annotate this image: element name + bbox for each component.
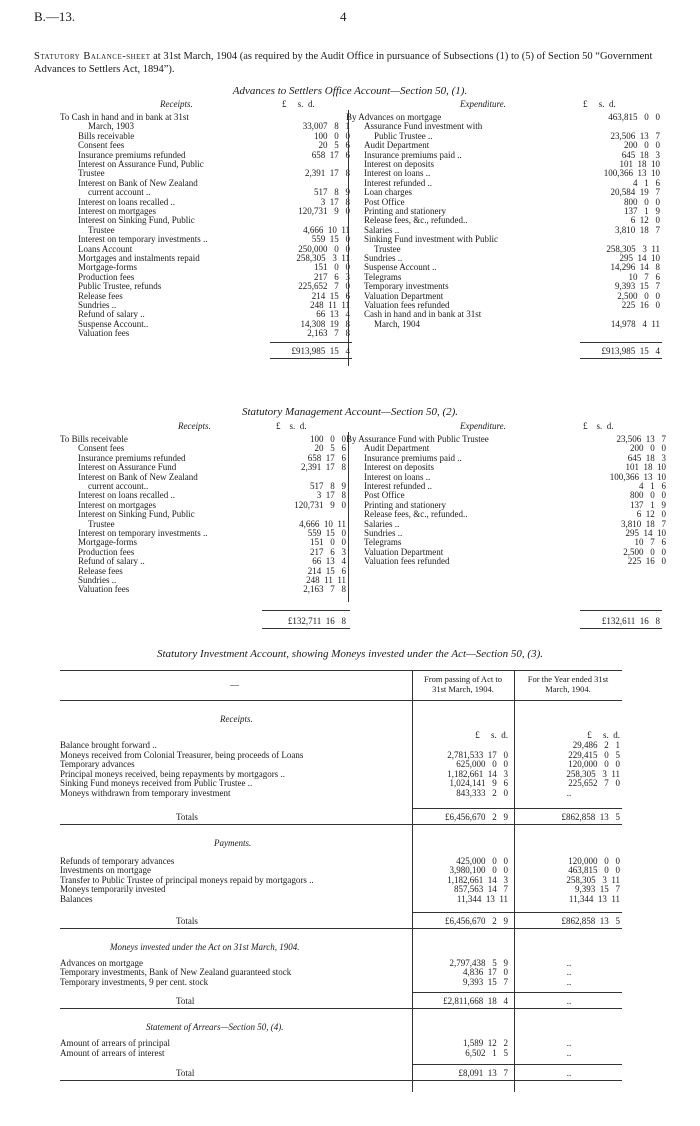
inv-col2-currency: £ s. d. bbox=[587, 730, 620, 740]
expenditure-label: Assurance Fund investment with bbox=[364, 121, 483, 132]
receipt-amount: 4,666 10 11 bbox=[303, 224, 350, 235]
receipt-amount: 3 17 8 bbox=[320, 196, 350, 207]
inv-row-col1: 843,333 2 0 bbox=[456, 788, 508, 798]
acct2-left-double-rule bbox=[262, 628, 350, 629]
receipt-label: Interest on temporary investments .. bbox=[78, 234, 208, 245]
receipt-label: Production fees bbox=[78, 271, 135, 282]
receipt-label: Sundries .. bbox=[78, 575, 117, 585]
inv-section-rule bbox=[60, 1080, 622, 1081]
inv-row-label: Transfer to Public Trustee of principal moneys repaid by mortgagors .. bbox=[60, 874, 314, 885]
acct2-right-total: £132,611 16 8 bbox=[601, 616, 660, 626]
inv-total-col1: £2,811,668 18 4 bbox=[443, 996, 508, 1007]
inv-row-col2: 258,305 3 11 bbox=[566, 874, 620, 885]
inv-row-label: Balance brought forward .. bbox=[60, 740, 157, 750]
inv-row-col1: 1,024,141 9 6 bbox=[449, 778, 508, 789]
receipt-label: Interest on Bank of New Zealand bbox=[78, 471, 198, 482]
expenditure-label: Audit Department bbox=[364, 140, 430, 151]
inv-col1-header: From passing of Act to 31st March, 1904. bbox=[424, 674, 502, 694]
expenditure-amount: 225 16 0 bbox=[621, 300, 660, 310]
inv-row-col2: 29,486 2 1 bbox=[572, 740, 620, 750]
expenditure-amount: 4 1 6 bbox=[639, 481, 666, 491]
inv-col2-header: For the Year ended 31st March, 1904. bbox=[527, 674, 609, 694]
expenditure-amount: 295 14 10 bbox=[625, 528, 666, 538]
receipt-amount: 120,731 9 0 bbox=[298, 206, 350, 216]
inv-section-rule bbox=[60, 928, 622, 929]
receipt-label: Interest on Bank of New Zealand bbox=[78, 177, 198, 188]
inv-col1-left-rule bbox=[412, 670, 413, 1092]
acct1-left-double-rule bbox=[270, 358, 352, 359]
expenditure-amount: 645 18 3 bbox=[627, 452, 666, 463]
receipt-amount: 559 15 0 bbox=[311, 234, 350, 245]
receipt-label: Interest on Assurance Fund bbox=[78, 462, 177, 473]
document-reference: B.—13. bbox=[34, 9, 76, 24]
expenditure-label: Release fees, &c., refunded.. bbox=[364, 215, 468, 226]
expenditure-label: Post Office bbox=[364, 196, 405, 207]
inv-row-label: Sinking Fund moneys received from Public Trustee .. bbox=[60, 778, 253, 789]
expenditure-amount: 2,500 0 0 bbox=[623, 546, 666, 557]
acct1-left-currency: £ s. d. bbox=[282, 99, 315, 109]
receipt-label: Suspense Account.. bbox=[78, 318, 149, 329]
expenditure-amount: 9,393 15 7 bbox=[615, 281, 660, 292]
expenditure-label: Release fees, &c., refunded.. bbox=[364, 509, 468, 520]
title-rest: at 31st March, 1904 (as required by the Audit Office in pursuance of Subsections (1) to (5) of Section 50 “Government Advances to Settlers Act, 1894”). bbox=[34, 51, 653, 75]
receipt-label: Interest on mortgages bbox=[78, 206, 156, 216]
inv-total-col1: £6,456,670 2 9 bbox=[445, 811, 508, 822]
expenditure-label: Valuation fees refunded bbox=[364, 300, 450, 310]
inv-total-label: Totals bbox=[176, 811, 198, 822]
inv-row-col2: .. bbox=[566, 1038, 572, 1049]
receipt-label: Interest on loans recalled .. bbox=[78, 196, 175, 207]
inv-section-rule bbox=[60, 824, 622, 825]
acct2-left-total: £132,711 16 8 bbox=[287, 616, 346, 626]
expenditure-amount: 200 0 0 bbox=[630, 443, 666, 454]
management-account-heading: Statutory Management Account—Section 50, (2). bbox=[241, 406, 459, 418]
acct2-right-total-rule bbox=[580, 610, 662, 611]
inv-total-rule bbox=[412, 1064, 622, 1065]
expenditure-label: Public Trustee .. bbox=[374, 130, 433, 141]
inv-total-label: Totals bbox=[176, 915, 198, 926]
expenditure-amount: 100,366 13 10 bbox=[603, 168, 660, 179]
receipt-amount: 2,163 7 8 bbox=[303, 584, 346, 595]
expenditure-label: Insurance premiums paid .. bbox=[364, 149, 462, 160]
receipt-label: Mortgage-forms bbox=[78, 537, 137, 548]
inv-row-col1: 2,781,533 17 0 bbox=[447, 749, 508, 760]
receipt-amount: 214 15 6 bbox=[307, 565, 346, 576]
acct2-divider bbox=[348, 432, 349, 602]
inv-section-rule bbox=[60, 1008, 622, 1009]
inv-row-col1: 3,980,100 0 0 bbox=[449, 865, 508, 876]
receipt-label: Interest on mortgages bbox=[78, 499, 156, 510]
expenditure-amount: 2,500 0 0 bbox=[617, 290, 660, 301]
inv-row-label: Temporary investments, Bank of New Zealand guaranteed stock bbox=[60, 967, 292, 978]
receipt-amount: 217 6 3 bbox=[314, 271, 350, 282]
receipt-label: current account.. bbox=[88, 481, 149, 491]
receipt-label: Release fees bbox=[78, 290, 123, 301]
inv-row-label: Amount of arrears of principal bbox=[60, 1038, 170, 1049]
receipt-amount: 248 11 11 bbox=[310, 300, 350, 310]
receipt-amount: 20 5 6 bbox=[314, 443, 346, 454]
receipt-label: Interest on Sinking Fund, Public bbox=[78, 509, 195, 520]
acct1-divider bbox=[348, 110, 349, 366]
inv-total-label: Total bbox=[176, 996, 195, 1007]
receipt-amount: 66 13 4 bbox=[316, 309, 350, 320]
receipt-amount: 151 0 0 bbox=[310, 537, 346, 548]
acct1-right-total-rule bbox=[580, 342, 662, 343]
inv-row-col2: 9,393 15 7 bbox=[575, 884, 620, 895]
inv-total-col2: £862,858 13 5 bbox=[561, 811, 620, 822]
receipt-label: Consent fees bbox=[78, 140, 125, 151]
expenditure-label: Loan charges bbox=[364, 187, 413, 198]
inv-receipts-label: Receipts. bbox=[220, 714, 253, 724]
expenditure-amount: 101 18 10 bbox=[619, 159, 660, 169]
inv-total-col2: .. bbox=[566, 1067, 572, 1078]
receipt-label: Refund of salary .. bbox=[78, 556, 145, 567]
inv-row-label: Moneys withdrawn from temporary investment bbox=[60, 788, 231, 798]
receipt-label: Bills receivable bbox=[78, 130, 135, 141]
expenditure-label: Interest on loans .. bbox=[364, 168, 431, 179]
receipt-amount: 214 15 6 bbox=[311, 290, 350, 301]
receipt-label: Valuation fees bbox=[78, 328, 130, 339]
inv-total-rule bbox=[412, 992, 622, 993]
expenditure-amount: 6 12 0 bbox=[630, 215, 660, 226]
receipt-amount: 2,391 17 8 bbox=[301, 462, 346, 473]
receipt-label: Refund of salary .. bbox=[78, 309, 145, 320]
expenditure-amount: 4 1 6 bbox=[633, 177, 660, 188]
expenditure-label: Trustee bbox=[374, 243, 401, 254]
inv-col2-left-rule bbox=[514, 670, 515, 1092]
acct2-receipts-label: Receipts. bbox=[178, 421, 211, 431]
receipt-amount: 258,305 3 11 bbox=[296, 253, 350, 263]
acct2-right-double-rule bbox=[580, 628, 662, 629]
expenditure-amount: 100,366 13 10 bbox=[609, 471, 666, 482]
inv-col-dash: — bbox=[230, 680, 239, 690]
receipt-label: Interest on temporary investments .. bbox=[78, 528, 208, 538]
receipt-amount: 658 17 6 bbox=[311, 149, 350, 160]
receipt-label: Trustee bbox=[88, 224, 115, 235]
page-number: 4 bbox=[340, 9, 347, 24]
receipt-amount: 559 15 0 bbox=[307, 528, 346, 538]
expenditure-label: Salaries .. bbox=[364, 518, 400, 529]
receipt-label: Sundries .. bbox=[78, 300, 117, 310]
expenditure-label: Interest on loans .. bbox=[364, 471, 431, 482]
receipt-label: March, 1903 bbox=[88, 121, 134, 132]
inv-total-col1: £6,456,670 2 9 bbox=[445, 915, 508, 926]
inv-row-col1: 625,000 0 0 bbox=[456, 759, 508, 770]
expenditure-label: March, 1904 bbox=[374, 318, 420, 329]
inv-row-label: Temporary advances bbox=[60, 759, 135, 770]
expenditure-amount: 20,584 19 7 bbox=[610, 187, 660, 198]
inv-row-col1: 9,393 15 7 bbox=[463, 976, 508, 987]
expenditure-amount: 645 18 3 bbox=[621, 149, 660, 160]
inv-row-col2: 258,305 3 11 bbox=[566, 768, 620, 779]
receipt-amount: 248 11 11 bbox=[306, 575, 346, 585]
inv-row-label: Moneys received from Colonial Treasurer, being proceeds of Loans bbox=[60, 749, 304, 760]
expenditure-label: Audit Department bbox=[364, 443, 430, 454]
inv-row-col1: 425,000 0 0 bbox=[456, 855, 508, 866]
receipt-amount: 225,652 7 0 bbox=[298, 281, 350, 292]
expenditure-amount: 800 0 0 bbox=[630, 490, 666, 501]
expenditure-label: Telegrams bbox=[364, 537, 402, 548]
receipt-amount: 250,000 0 0 bbox=[298, 243, 350, 254]
receipt-label: Mortgages and instalments repaid bbox=[78, 253, 200, 263]
inv-row-col2: 463,815 0 0 bbox=[568, 865, 620, 876]
receipt-amount: 217 6 3 bbox=[310, 546, 346, 557]
acct2-left-total-rule bbox=[262, 610, 350, 611]
inv-row-label: Investments on mortgage bbox=[60, 865, 151, 876]
expenditure-label: Insurance premiums paid .. bbox=[364, 452, 462, 463]
acct1-right-currency: £ s. d. bbox=[583, 99, 616, 109]
expenditure-label: Interest on deposits bbox=[364, 462, 434, 473]
expenditure-amount: 137 1 9 bbox=[630, 499, 666, 510]
inv-row-col1: 857,563 14 7 bbox=[454, 884, 508, 895]
inv-row-col2: .. bbox=[566, 967, 572, 978]
inv-row-label: Principal moneys received, being repayments by mortgagors .. bbox=[60, 768, 285, 779]
receipt-label: To Cash in hand and in bank at 31st bbox=[60, 112, 189, 122]
expenditure-label: Printing and stationery bbox=[364, 499, 446, 510]
expenditure-amount: 6 12 0 bbox=[636, 509, 666, 520]
receipt-label: Public Trustee, refunds bbox=[78, 281, 162, 292]
expenditure-amount: 14,978 4 11 bbox=[610, 318, 660, 329]
inv-row-label: Refunds of temporary advances bbox=[60, 855, 175, 866]
inv-row-col2: .. bbox=[566, 788, 572, 798]
receipt-label: Production fees bbox=[78, 546, 135, 557]
inv-header-rule bbox=[60, 700, 622, 701]
inv-top-rule bbox=[60, 670, 622, 671]
receipt-amount: 4,666 10 11 bbox=[299, 518, 346, 529]
receipt-amount: 14,308 19 8 bbox=[300, 318, 350, 329]
expenditure-label: Sundries .. bbox=[364, 528, 403, 538]
receipt-amount: 658 17 6 bbox=[307, 452, 346, 463]
receipt-amount: 120,731 9 0 bbox=[294, 499, 346, 510]
expenditure-amount: 10 7 6 bbox=[628, 271, 660, 282]
inv-row-col2: 11,344 13 11 bbox=[568, 894, 620, 904]
inv-total-label: Total bbox=[176, 1067, 195, 1078]
inv-total-col2: .. bbox=[566, 996, 572, 1007]
acct1-receipts-label: Receipts. bbox=[160, 99, 193, 109]
receipt-label: current account .. bbox=[88, 187, 151, 198]
receipt-amount: 100 0 0 bbox=[314, 130, 350, 141]
inv-row-col1: 11,344 13 11 bbox=[456, 894, 508, 904]
inv-total-rule bbox=[412, 912, 622, 913]
receipt-amount: 3 17 8 bbox=[316, 490, 346, 501]
expenditure-label: Cash in hand and in bank at 31st bbox=[364, 309, 482, 320]
inv-row-label: Advances on mortgage bbox=[60, 957, 143, 968]
acct2-expenditure-label: Expenditure. bbox=[460, 421, 506, 431]
acct1-left-total: £913,985 15 4 bbox=[291, 346, 350, 356]
receipt-amount: 151 0 0 bbox=[314, 262, 350, 273]
receipt-label: Trustee bbox=[78, 168, 105, 179]
inv-total-col2: £862,858 13 5 bbox=[561, 915, 620, 926]
expenditure-label: Temporary investments bbox=[364, 281, 449, 292]
receipt-label: Interest on loans recalled .. bbox=[78, 490, 175, 501]
inv-row-col1: 2,797,438 5 9 bbox=[449, 957, 508, 968]
expenditure-label: Telegrams bbox=[364, 271, 402, 282]
inv-row-col2: .. bbox=[566, 1048, 572, 1058]
expenditure-amount: 10 7 6 bbox=[634, 537, 666, 548]
receipt-label: To Bills receivable bbox=[60, 434, 128, 444]
inv-row-label: Moneys temporarily invested bbox=[60, 884, 166, 895]
inv-row-label: Temporary investments, 9 per cent. stock bbox=[60, 976, 209, 987]
receipt-label: Consent fees bbox=[78, 443, 125, 454]
inv-row-col1: 4,836 17 0 bbox=[463, 967, 508, 978]
document-title bbox=[34, 50, 674, 76]
expenditure-label: Interest refunded .. bbox=[364, 481, 432, 491]
expenditure-amount: 800 0 0 bbox=[624, 196, 660, 207]
expenditure-amount: 225 16 0 bbox=[627, 556, 666, 567]
receipt-amount: 20 5 6 bbox=[318, 140, 350, 151]
expenditure-amount: 3,810 18 7 bbox=[621, 518, 666, 529]
inv-total-rule bbox=[412, 808, 622, 809]
receipt-label: Mortgage-forms bbox=[78, 262, 137, 273]
expenditure-amount: 258,305 3 11 bbox=[606, 243, 660, 254]
inv-col1-currency: £ s. d. bbox=[475, 730, 508, 740]
receipt-label: Valuation fees bbox=[78, 584, 130, 595]
acct1-right-total: £913,985 15 4 bbox=[601, 346, 660, 356]
inv-invested-label: Moneys invested under the Act on 31st March, 1904. bbox=[110, 941, 300, 952]
receipt-amount: 100 0 0 bbox=[310, 434, 346, 444]
inv-row-col1: 6,502 1 5 bbox=[465, 1048, 508, 1058]
inv-row-label: Balances bbox=[60, 894, 93, 904]
expenditure-amount: 200 0 0 bbox=[624, 140, 660, 151]
inv-row-col1: 1,182,661 14 3 bbox=[447, 768, 508, 779]
receipt-amount: 66 13 4 bbox=[312, 556, 346, 567]
expenditure-amount: 137 1 9 bbox=[624, 206, 660, 216]
inv-total-col1: £8,091 13 7 bbox=[458, 1067, 508, 1078]
receipt-label: Insurance premiums refunded bbox=[78, 149, 186, 160]
inv-row-col2: 120,000 0 0 bbox=[568, 855, 620, 866]
receipt-amount: 2,163 7 8 bbox=[307, 328, 350, 339]
expenditure-label: Salaries .. bbox=[364, 224, 400, 235]
acct1-left-total-rule bbox=[270, 342, 352, 343]
receipt-label: Trustee bbox=[88, 518, 115, 529]
inv-row-label: Amount of arrears of interest bbox=[60, 1048, 165, 1058]
receipt-label: Insurance premiums refunded bbox=[78, 452, 186, 463]
expenditure-label: Sinking Fund investment with Public bbox=[364, 234, 499, 245]
receipt-amount: 517 8 9 bbox=[314, 187, 350, 198]
acct1-expenditure-label: Expenditure. bbox=[460, 99, 506, 109]
investment-account-heading: Statutory Investment Account, showing Moneys invested under the Act—Section 50, (3). bbox=[156, 648, 544, 660]
expenditure-amount: 295 14 10 bbox=[619, 253, 660, 263]
expenditure-label: Valuation fees refunded bbox=[364, 556, 450, 567]
expenditure-amount: 23,506 13 7 bbox=[616, 434, 666, 444]
expenditure-label: By Advances on mortgage bbox=[346, 112, 442, 122]
expenditure-label: Interest refunded .. bbox=[364, 177, 432, 188]
advances-account-heading: Advances to Settlers Office Account—Section 50, (1). bbox=[232, 85, 468, 97]
receipt-amount: 33,007 8 1 bbox=[302, 121, 350, 132]
expenditure-amount: 101 18 10 bbox=[625, 462, 666, 473]
expenditure-label: By Assurance Fund with Public Trustee bbox=[346, 434, 489, 444]
acct2-left-currency: £ s. d. bbox=[276, 421, 307, 431]
receipt-label: Interest on Sinking Fund, Public bbox=[78, 215, 195, 226]
inv-payments-label: Payments. bbox=[214, 837, 252, 848]
inv-row-col2: 225,652 7 0 bbox=[568, 778, 620, 789]
expenditure-amount: 3,810 18 7 bbox=[615, 224, 660, 235]
title-smallcaps: Statutory Balance-sheet bbox=[34, 51, 151, 62]
expenditure-label: Interest on deposits bbox=[364, 159, 434, 169]
receipt-label: Interest on Assurance Fund, Public bbox=[78, 159, 204, 169]
expenditure-amount: 14,296 14 8 bbox=[610, 262, 660, 273]
receipt-label: Release fees bbox=[78, 565, 123, 576]
inv-row-col2: .. bbox=[566, 976, 572, 987]
inv-row-col2: .. bbox=[566, 957, 572, 968]
expenditure-label: Printing and stationery bbox=[364, 206, 446, 216]
inv-row-col1: 1,182,661 14 3 bbox=[447, 874, 508, 885]
inv-row-col2: 120,000 0 0 bbox=[568, 759, 620, 770]
expenditure-label: Suspense Account .. bbox=[364, 262, 437, 273]
acct2-right-currency: £ s. d. bbox=[583, 421, 614, 431]
expenditure-label: Post Office bbox=[364, 490, 405, 501]
expenditure-amount: 463,815 0 0 bbox=[608, 112, 660, 122]
expenditure-label: Sundries .. bbox=[364, 253, 403, 263]
expenditure-label: Valuation Department bbox=[364, 546, 444, 557]
acct1-right-double-rule bbox=[580, 358, 662, 359]
expenditure-label: Valuation Department bbox=[364, 290, 444, 301]
receipt-label: Loans Account bbox=[78, 243, 133, 254]
inv-row-col2: 229,415 0 5 bbox=[568, 749, 620, 760]
inv-arrears-label: Statement of Arrears—Section 50, (4). bbox=[146, 1022, 284, 1033]
expenditure-amount: 23,506 13 7 bbox=[610, 130, 660, 141]
receipt-amount: 517 8 9 bbox=[310, 481, 346, 491]
receipt-amount: 2,391 17 8 bbox=[305, 168, 350, 179]
inv-row-col1: 1,589 12 2 bbox=[463, 1038, 508, 1049]
